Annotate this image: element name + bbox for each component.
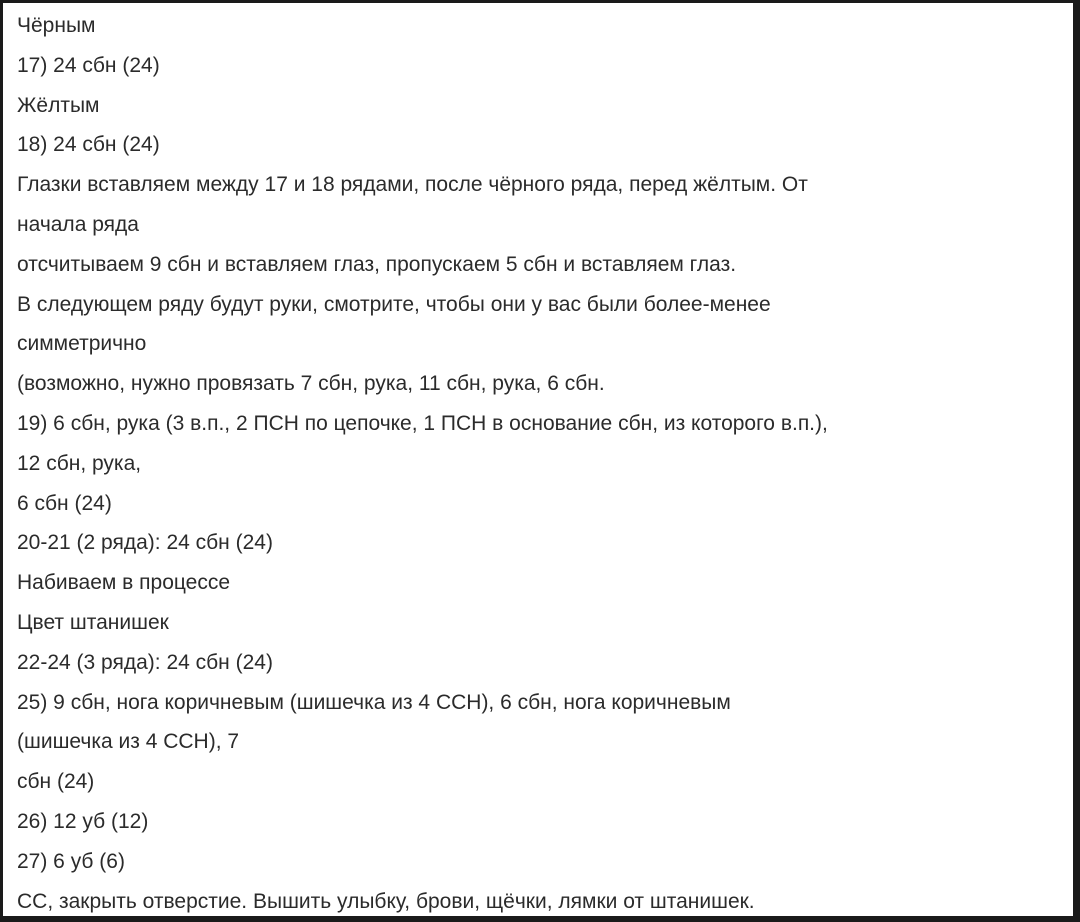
instruction-text bbox=[17, 6, 1063, 921]
text-line: 22-24 (3 ряда): 24 сбн (24) bbox=[17, 650, 273, 674]
text-line: 27) 6 уб (6) bbox=[17, 849, 125, 873]
text-line: 6 сбн (24) bbox=[17, 491, 112, 515]
text-line: отсчитываем 9 сбн и вставляем глаз, пропускаем 5 сбн и вставляем глаз. bbox=[17, 252, 737, 276]
text-line: 19) 6 сбн, рука (3 в.п., 2 ПСН по цепочке, 1 ПСН в основание сбн, из которого в.п.), bbox=[17, 411, 828, 435]
text-line: Набиваем в процессе bbox=[17, 571, 231, 595]
text-line: Цвет штанишек bbox=[17, 610, 169, 634]
text-line: (возможно, нужно провязать 7 сбн, рука, 11 сбн, рука, 6 сбн. bbox=[17, 372, 605, 396]
text-line: Глазки вставляем между 17 и 18 рядами, после чёрного ряда, перед жёлтым. От bbox=[17, 173, 808, 197]
text-line: 26) 12 уб (12) bbox=[17, 809, 149, 833]
text-line: 18) 24 сбн (24) bbox=[17, 133, 160, 157]
text-line: 25) 9 сбн, нога коричневым (шишечка из 4 ССН), 6 сбн, нога коричневым bbox=[17, 690, 731, 714]
text-line: (шишечка из 4 ССН), 7 bbox=[17, 730, 240, 754]
text-line: Жёлтым bbox=[17, 93, 100, 117]
text-line: 12 сбн, рука, bbox=[17, 451, 142, 475]
text-line: 20-21 (2 ряда): 24 сбн (24) bbox=[17, 531, 273, 555]
text-line: начала ряда bbox=[17, 212, 139, 236]
text-line: В следующем ряду будут руки, смотрите, чтобы они у вас были более-менее bbox=[17, 292, 771, 316]
text-line: симметрично bbox=[17, 332, 147, 356]
text-line: сбн (24) bbox=[17, 770, 95, 794]
text-line: СС, закрыть отверстие. Вышить улыбку, брови, щёчки, лямки от штанишек. bbox=[17, 889, 755, 913]
text-line: 17) 24 сбн (24) bbox=[17, 53, 160, 77]
text-line: Чёрным bbox=[17, 14, 96, 37]
